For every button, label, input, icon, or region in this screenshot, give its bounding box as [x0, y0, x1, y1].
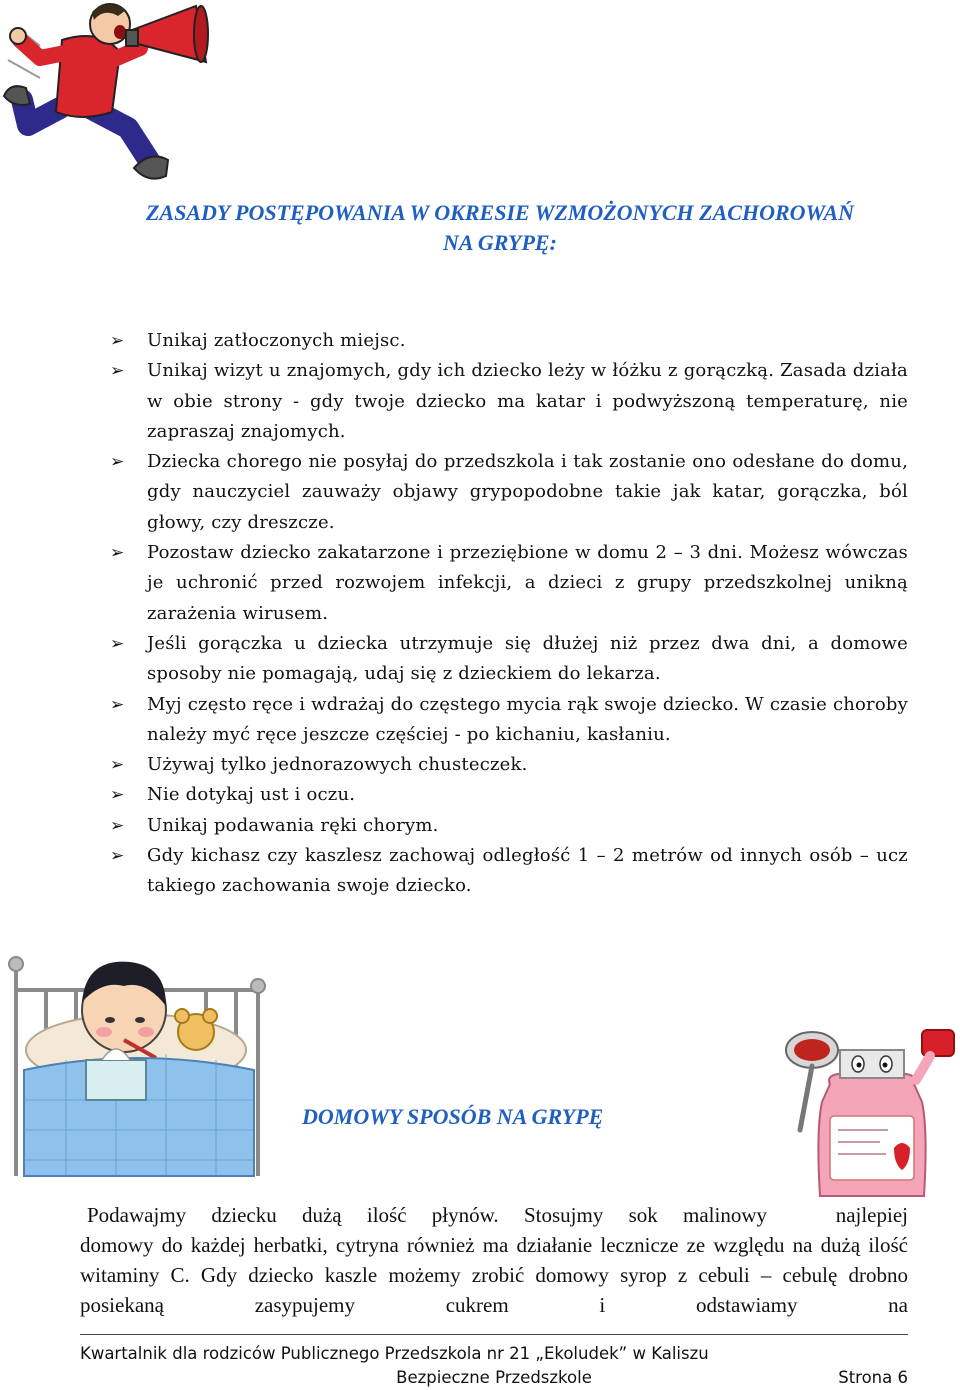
arrow-bullet-icon: ➢: [110, 755, 125, 776]
home-remedy-text: [80, 1200, 908, 1320]
footer-publication: Kwartalnik dla rodziców Publicznego Przedszkola nr 21 „Ekoludek” w Kaliszu: [80, 1344, 709, 1363]
arrow-bullet-icon: ➢: [110, 694, 125, 715]
list-item: [110, 538, 908, 629]
list-item-text: Unikaj podawania ręki chorym.: [147, 814, 439, 836]
page-footer: [80, 1342, 908, 1390]
home-remedy-first-line: Podawajmy dziecku dużą ilość płynów. Stosujmy sok malinowy: [87, 1203, 767, 1227]
list-item: [110, 690, 908, 751]
list-item-text: Unikaj wizyt u znajomych, gdy ich dziecko leży w łóżku z gorączką. Zasada działa w obie strony - gdy twoje dziecko ma katar i podwyższoną temperaturę, nie zapraszaj znajomych.: [147, 360, 908, 442]
list-item-text: Nie dotykaj ust i oczu.: [147, 784, 356, 806]
footer-divider: [80, 1334, 908, 1335]
home-remedy-rest: najlepiej domowy do każdej herbatki, cytryna również ma działanie lecznicze ze względu na dużą ilość witaminy C. Gdy dziecko kaszle możemy zrobić domowy syrop z cebuli – cebulę drobno posiekaną zasypujemy cukrem i odstawiamy na: [80, 1203, 908, 1317]
list-item-text: Jeśli gorączka u dziecka utrzymuje się dłużej niż przez dwa dni, a domowe sposoby nie pomagają, udaj się z dzieckiem do lekarza.: [147, 632, 908, 685]
syrup-bottle-spoon-icon: [768, 1020, 958, 1198]
arrow-bullet-icon: ➢: [110, 633, 125, 654]
arrow-bullet-icon: ➢: [110, 815, 125, 836]
rules-list: [110, 326, 908, 902]
list-item: [110, 447, 908, 538]
list-item: [110, 750, 908, 780]
home-remedy-title: DOMOWY SPOSÓB NA GRYPĘ: [302, 1104, 604, 1129]
arrow-bullet-icon: ➢: [110, 846, 125, 867]
list-item: [110, 780, 908, 810]
list-item: [110, 811, 908, 841]
list-item: [110, 356, 908, 447]
page-title-line-2: NA GRYPĘ:: [443, 230, 557, 255]
list-item-text: Unikaj zatłoczonych miejsc.: [147, 330, 406, 351]
list-item: [110, 326, 908, 356]
sick-child-in-bed-icon: [6, 950, 268, 1178]
list-item-text: Używaj tylko jednorazowych chusteczek.: [147, 754, 528, 776]
footer-section: Bezpieczne Przedszkole: [396, 1368, 592, 1387]
arrow-bullet-icon: ➢: [110, 452, 125, 473]
arrow-bullet-icon: ➢: [110, 361, 125, 382]
list-item-text: Myj często ręce i wdrażaj do częstego mycia rąk swoje dziecko. W czasie choroby należy myć ręce jeszcze częściej - po kichaniu, kasłaniu.: [147, 693, 908, 745]
arrow-bullet-icon: ➢: [110, 331, 125, 351]
list-item: [110, 629, 908, 690]
list-item: [110, 841, 908, 902]
list-item-text: Dziecka chorego nie posyłaj do przedszkola i tak zostanie ono odesłane do domu, gdy nauczyciel zauważy objawy grypopodobne takie jak katar, gorączka, ból głowy, czy dreszcze.: [147, 451, 908, 533]
list-item-text: Pozostaw dziecko zakatarzone i przeziębione w domu 2 – 3 dni. Możesz wówczas je uchronić przed rozwojem infekcji, a dzieci z grupy przedszkolnej unikną zarażenia wirusem.: [147, 542, 908, 624]
page-number: Strona 6: [838, 1368, 908, 1387]
arrow-bullet-icon: ➢: [110, 543, 125, 564]
arrow-bullet-icon: ➢: [110, 785, 125, 806]
list-item-text: Gdy kichasz czy kaszlesz zachowaj odległość 1 – 2 metrów od innych osób – ucz takiego zachowania swoje dziecko.: [147, 845, 908, 897]
page-title: [80, 198, 920, 258]
footer-section-line: [80, 1366, 908, 1390]
page-title-line-1: ZASADY POSTĘPOWANIA W OKRESIE WZMOŻONYCH ZACHOROWAŃ: [145, 200, 855, 225]
shouting-man-megaphone-icon: [0, 0, 240, 190]
